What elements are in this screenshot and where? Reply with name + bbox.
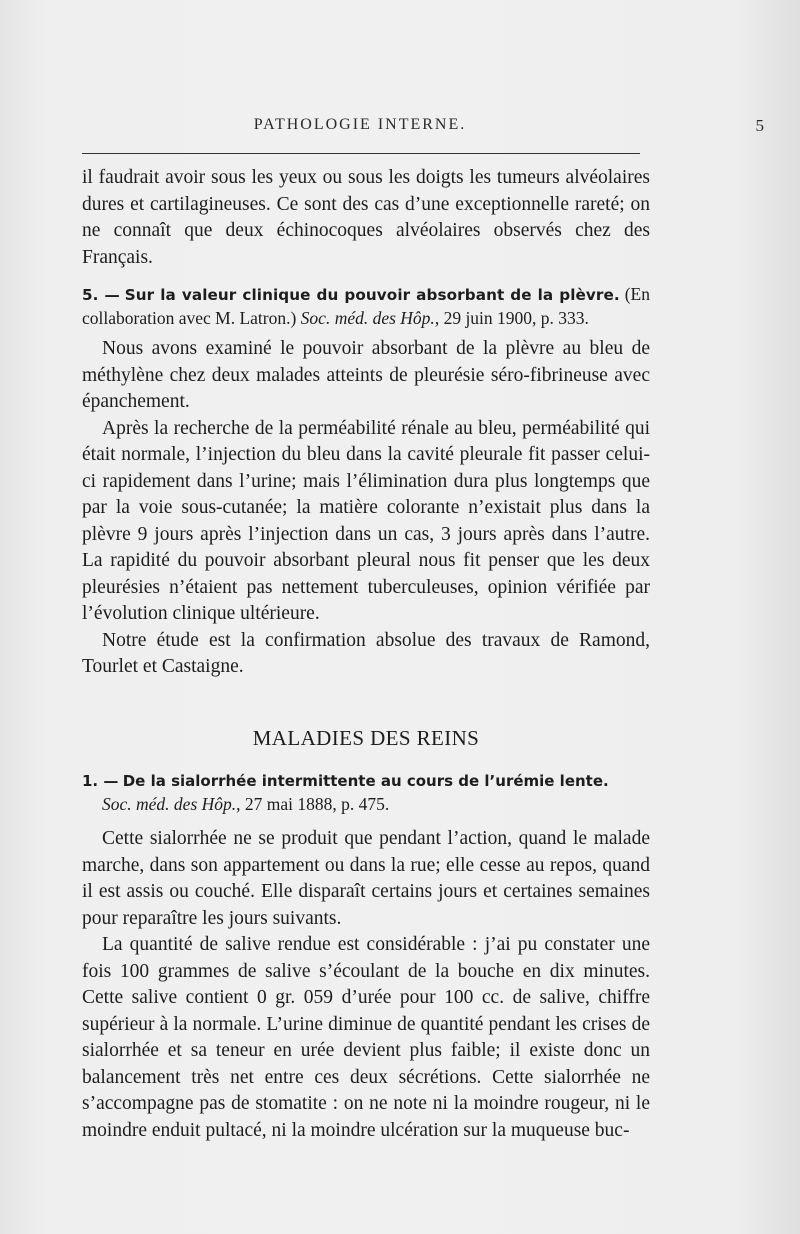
entry-reference: , 27 mai 1888, p. 475. [236, 794, 390, 814]
paragraph: Après la recherche de la perméabilité rénale au bleu, perméabilité qui était normale, l’injection du bleu dans la cavité pleurale fit passer celui-ci rapidement dans l’urine; mais l’élimination dura plus longtemps que par la voie sous-cutanée; la matière colorante n’existait plus dans la plèvre 9 jours après l’injection dans un cas, 3 jours après dans l’autre. La rapidité du pouvoir absorbant pleural nous fit penser que les deux pleurésies n’étaient pas nettement tuberculeuses, opinion vérifiée par l’évolution clinique ultérieure. [82, 417, 650, 624]
paragraph: Nous avons examiné le pouvoir absorbant de la plèvre au bleu de méthylène chez deux malades atteints de pleurésie séro-fibrineuse avec épanchement. [82, 338, 650, 412]
page-body [82, 165, 650, 1144]
entry-number: 1. — [82, 772, 119, 790]
paragraph-continuation: il faudrait avoir sous les yeux ou sous les doigts les tumeurs alvéolaires dures et cartilagineuses. Ce sont des cas d’une exceptionnelle rareté; on ne connaît que deux échinocoques alvéolaires observés chez des Français. [82, 167, 650, 268]
paragraph: Notre étude est la confirmation absolue des travaux de Ramond, Tourlet et Castaigne. [82, 629, 650, 677]
entry-reference: , 29 juin 1900, p. 333. [434, 308, 589, 328]
entry-journal: Soc. méd. des Hôp. [300, 308, 435, 328]
entry-title: De la sialorrhée intermittente au cours de l’urémie lente. [122, 772, 609, 790]
header-rule [82, 153, 640, 154]
bibliography-entry-5 [82, 283, 650, 330]
entry-citation [82, 793, 650, 816]
page-number: 5 [755, 116, 764, 135]
section-heading: MALADIES DES REINS [252, 725, 480, 750]
entry-collaboration: (En collaboration avec M. Latron.) [82, 284, 651, 328]
bibliography-entry-1 [82, 769, 650, 816]
entry-number: 5. — [82, 286, 120, 304]
paragraph: La quantité de salive rendue est considérable : j’ai pu constater une fois 100 grammes de salive s’écoulant de la bouche en dix minutes. Cette salive contient 0 gr. 059 d’urée pour 100 cc. de salive, chiffre supérieur à la normale. L’urine diminue de quantité pendant les crises de sialorrhée et sa teneur en urée devient plus faible; il existe donc un balancement très net entre ces deux sécrétions. Cette sialorrhée ne s’accompagne pas de stomatite : on ne note ni la moindre rougeur, ni le moindre enduit pultacé, ni la moindre ulcération sur la muqueuse buc- [82, 934, 650, 1141]
entry-title: Sur la valeur clinique du pouvoir absorbant de la plèvre. [124, 286, 620, 304]
paragraph: Cette sialorrhée ne se produit que pendant l’action, quand le malade marche, dans son appartement ou dans la rue; elle cesse au repos, quand il est assis ou couché. Elle disparaît certains jours et certaines semaines pour reparaître les jours suivants. [82, 828, 650, 929]
running-title: PATHOLOGIE INTERNE. [253, 116, 467, 133]
entry-journal: Soc. méd. des Hôp. [102, 794, 237, 814]
running-header [0, 116, 800, 140]
